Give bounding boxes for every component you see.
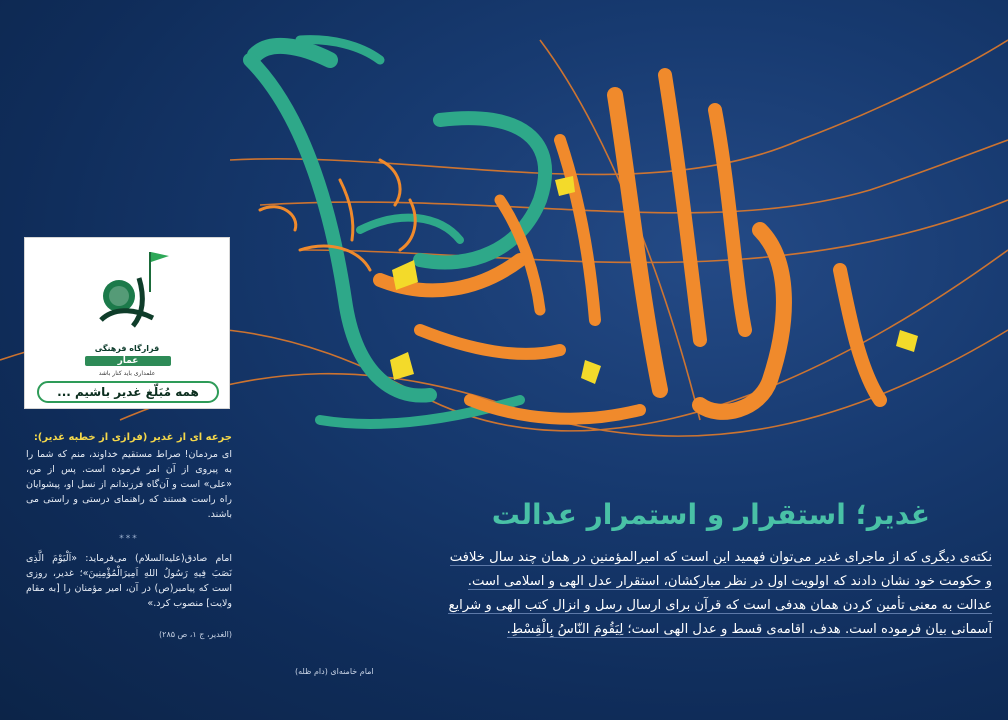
logo-subtitle: علمداری باید کنار باشد — [98, 370, 156, 377]
logo-brand: عمار — [85, 356, 171, 366]
slogan-badge: همه مُبَلّغ غدیر باشیم ... — [37, 381, 219, 403]
swoosh-line — [300, 200, 1008, 263]
body-line — [292, 546, 992, 570]
calligraphy-blessing-text: علیه السلام — [317, 470, 323, 471]
headline: غدیر؛ استقرار و استمرار عدالت — [491, 498, 930, 531]
side-reference: (الغدیر، ج ۱، ص ۲۸۵) — [159, 630, 232, 639]
body-line — [292, 618, 992, 642]
logo-box — [24, 237, 230, 409]
side-quote: ای مردمان! صراط مستقیم خداوند، منم که شما را به پیروی از آن امر فرموده است. پس از من، «علی» است و آن‌گاه فرزندانم از نسل او، پیشوایان راه راست هستند که راهنمای درستی و راستی می باشند. — [26, 449, 232, 520]
logo-title: قرارگاه فرهنگی — [94, 344, 160, 353]
side-title: جرعه ای از غدیر (فرازی از خطبه غدیر): — [33, 432, 232, 443]
side-hadith: امام صادق(علیه‌السلام) می‌فرماید: «اَلْیَوْمَ الَّذِی نَصَبَ فِیهِ رَسُولُ اللهِ اَمِیرَالْمُؤْمِنِینَ»؛ غدیر، روزی است که پیامبر(ص) در آن، امیر مؤمنان را [به مقام ولایت] منصوب کرد.» — [26, 553, 232, 609]
body-line — [292, 594, 992, 618]
body-line-text: عدالت به معنی تأمین کردن همان هدفی است که قرآن برای ارسال رسل و انزال کتب الهی و شرایع — [448, 598, 992, 613]
side-column — [26, 430, 232, 642]
signature: امام خامنه‌ای (دام ظله) — [295, 667, 374, 676]
body-line — [292, 570, 992, 594]
body-paragraph — [292, 546, 992, 642]
calligraphy-main-text: یا امیرالمؤمنین — [736, 470, 744, 471]
body-line-text: و حکومت خود نشان دادند که اولویت اول در نظر مبارکشان، استقرار عدل الهی و اسلامی است. — [467, 574, 992, 589]
body-line-text: آسمانی بیان فرموده است. هدف، اقامه‌ی قسط و عدل الهی است؛ لِیَقُومَ النّاسُ بِالْقِسْطِ. — [506, 622, 992, 637]
body-line-text: نکته‌ی دیگری که از ماجرای غدیر می‌توان فهمید این است که امیرالمؤمنین در همان چند سال خلافت — [449, 550, 992, 565]
ammar-logo-icon — [93, 248, 173, 340]
calligraphy-name-text: علی — [419, 470, 421, 471]
orange-calligraphy — [380, 75, 880, 419]
side-separator: *** — [119, 534, 139, 544]
